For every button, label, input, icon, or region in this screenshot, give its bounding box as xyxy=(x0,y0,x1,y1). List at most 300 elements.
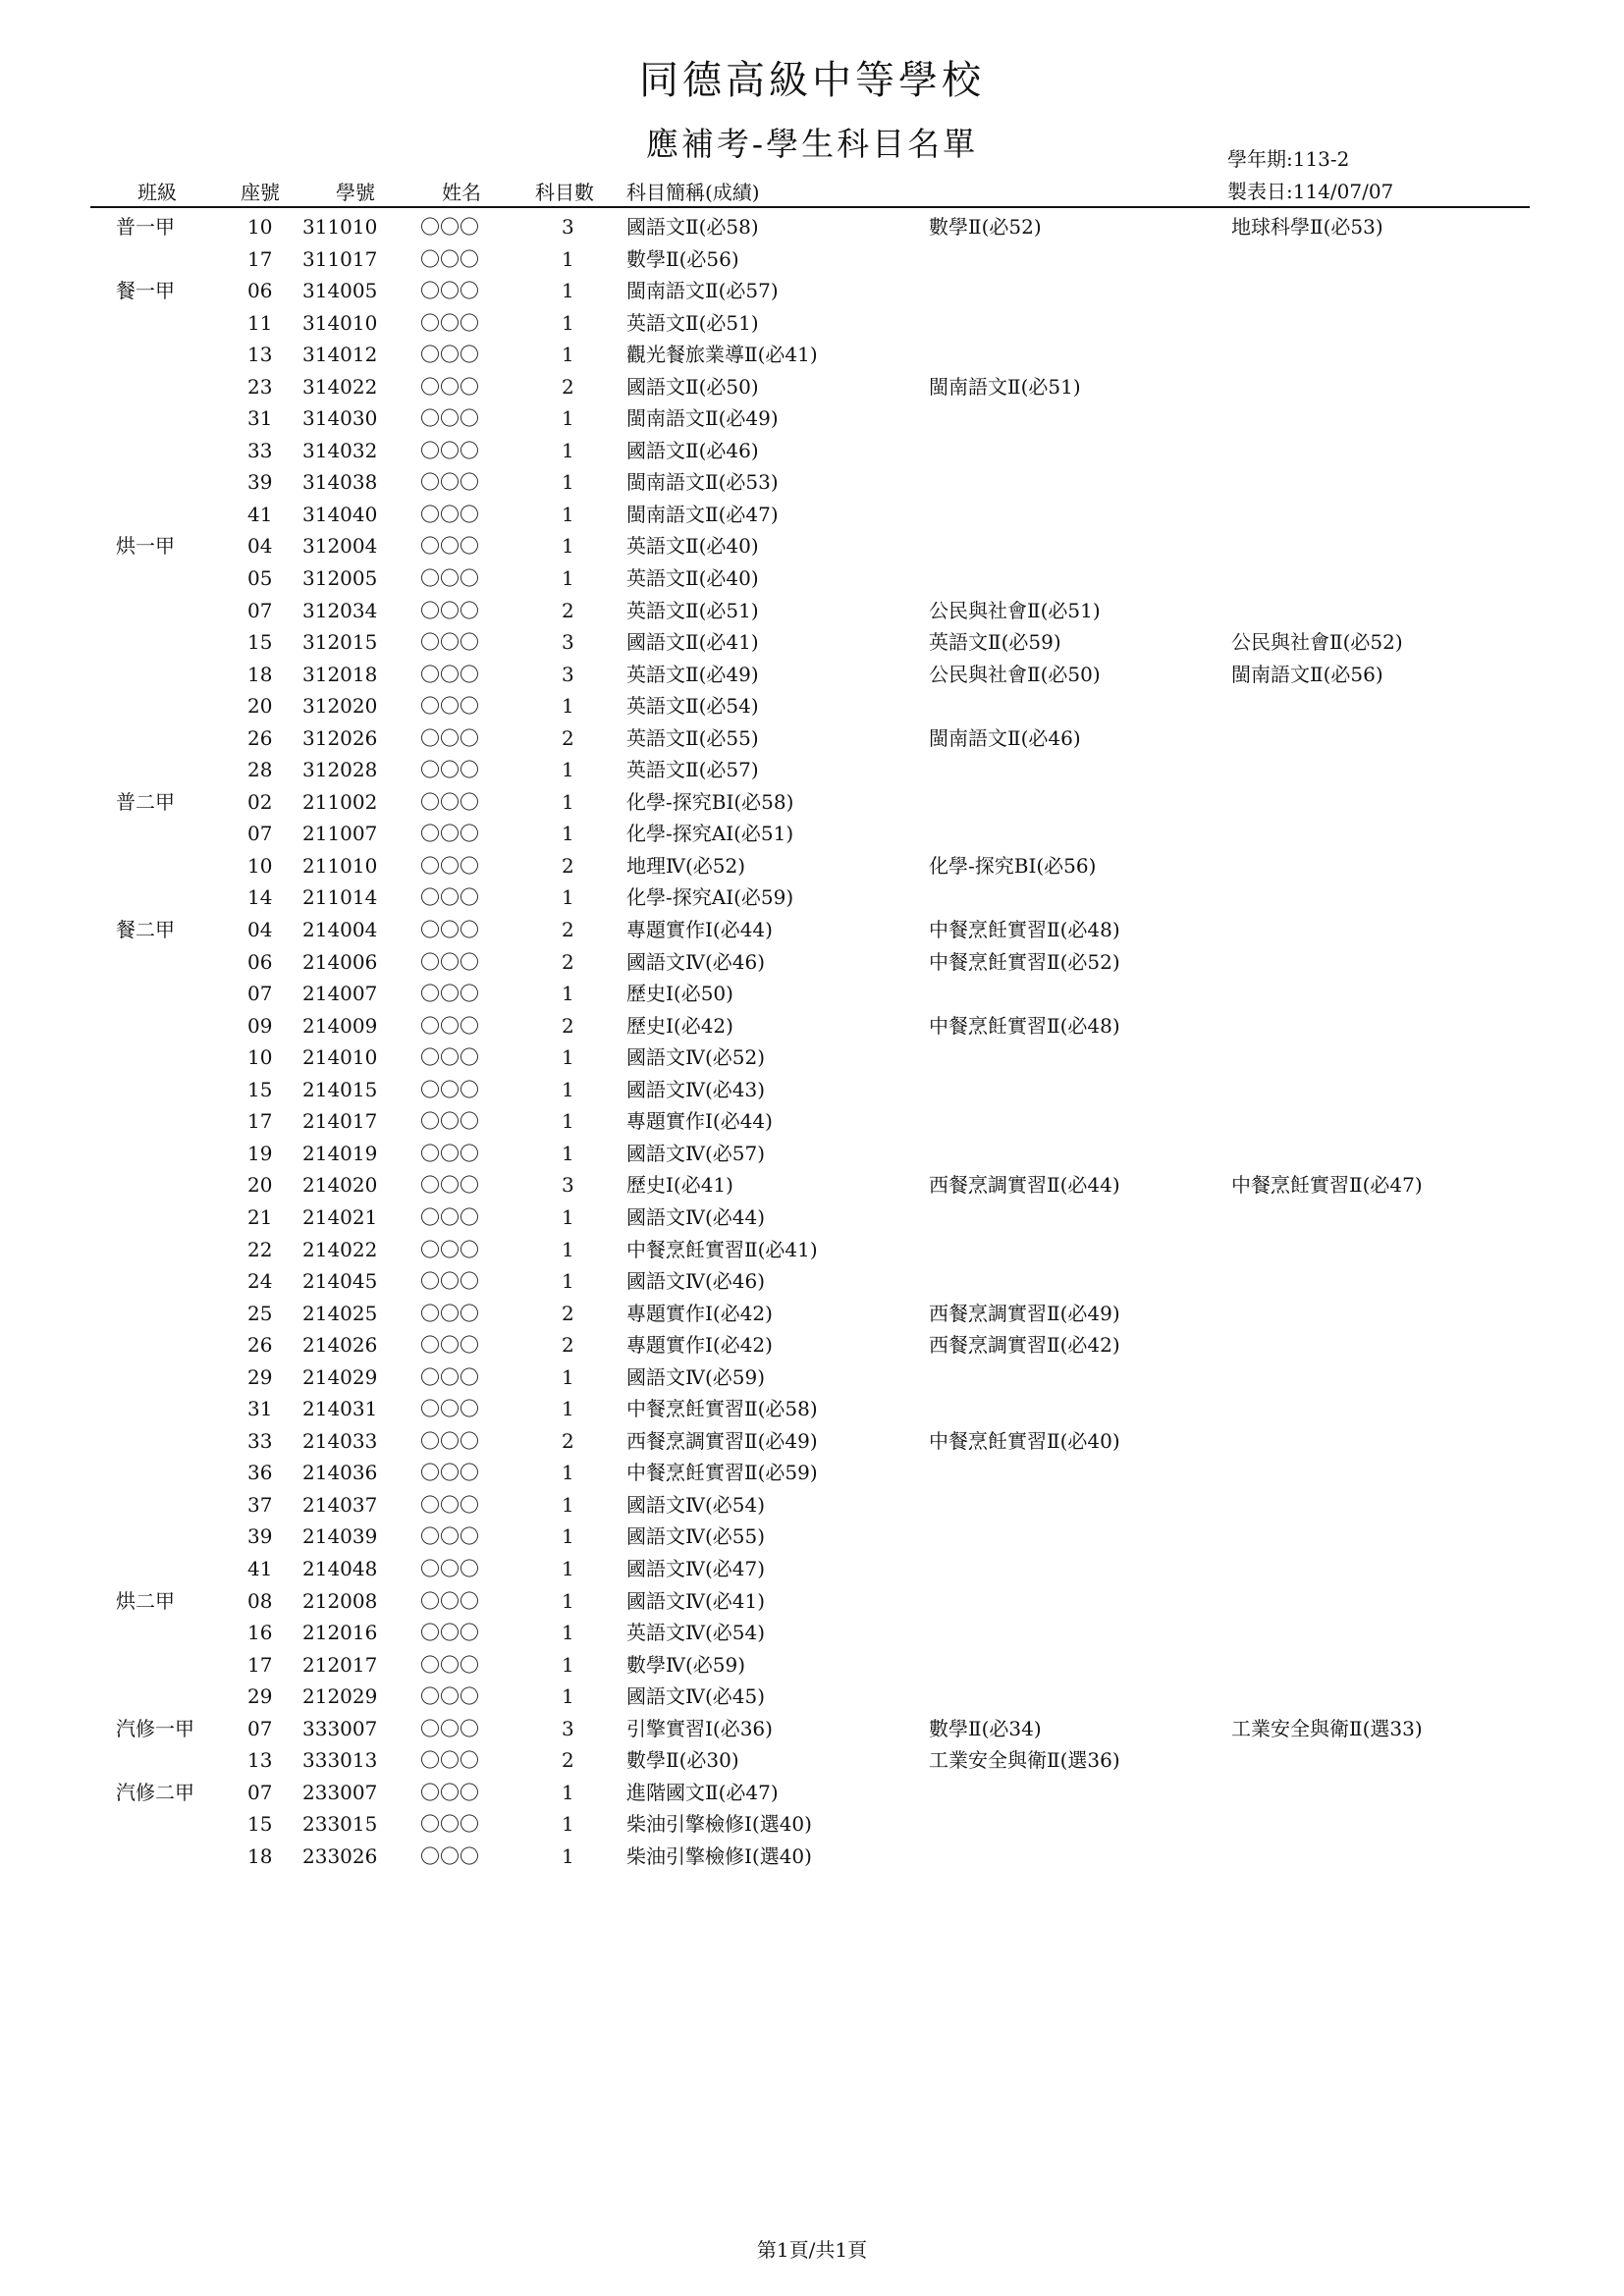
subject-1-cell: 英語文Ⅱ(必49) xyxy=(626,662,759,686)
subject-1-cell: 專題實作Ⅰ(必44) xyxy=(626,918,773,942)
student-id-cell: 312005 xyxy=(302,566,378,591)
subject-1-cell: 國語文Ⅳ(必52) xyxy=(626,1045,766,1070)
seat-cell: 06 xyxy=(247,949,273,974)
seat-cell: 41 xyxy=(247,1556,273,1580)
student-id-cell: 333013 xyxy=(302,1748,378,1773)
seat-cell: 20 xyxy=(247,694,273,719)
subject-2-cell: 工業安全與衛Ⅱ(選36) xyxy=(929,1748,1120,1773)
seat-cell: 25 xyxy=(247,1301,273,1325)
subject-2-cell: 中餐烹飪實習Ⅱ(必52) xyxy=(929,949,1120,974)
table-row xyxy=(0,978,1624,1010)
seat-cell: 06 xyxy=(247,279,273,303)
name-cell: 〇〇〇 xyxy=(420,1621,479,1645)
subject-2-cell: 中餐烹飪實習Ⅱ(必48) xyxy=(929,918,1120,942)
subject-count-cell: 1 xyxy=(562,1843,574,1868)
table-row xyxy=(0,402,1624,435)
subject-1-cell: 英語文Ⅱ(必55) xyxy=(626,725,759,750)
table-row xyxy=(0,946,1624,979)
student-id-cell: 233015 xyxy=(302,1812,378,1837)
subject-count-cell: 2 xyxy=(562,1333,574,1358)
name-cell: 〇〇〇 xyxy=(420,1364,479,1389)
name-cell: 〇〇〇 xyxy=(420,1461,479,1485)
school-name: 同德高級中等學校 xyxy=(639,58,985,103)
student-id-cell: 211010 xyxy=(302,853,378,878)
subject-count-cell: 2 xyxy=(562,853,574,878)
table-row xyxy=(0,435,1624,467)
subject-count-cell: 1 xyxy=(562,343,574,367)
subject-2-cell: 公民與社會Ⅱ(必50) xyxy=(929,662,1101,686)
subject-2-cell: 公民與社會Ⅱ(必51) xyxy=(929,598,1101,622)
student-id-cell: 214048 xyxy=(302,1556,378,1580)
name-cell: 〇〇〇 xyxy=(420,1077,479,1101)
student-id-cell: 312018 xyxy=(302,662,378,686)
subject-1-cell: 化學-探究AⅠ(必59) xyxy=(626,885,794,910)
name-cell: 〇〇〇 xyxy=(420,1812,479,1837)
subject-1-cell: 閩南語文Ⅱ(必57) xyxy=(626,279,779,303)
seat-cell: 13 xyxy=(247,1748,273,1773)
student-id-cell: 214004 xyxy=(302,918,378,942)
table-row xyxy=(0,1010,1624,1042)
subject-count-cell: 2 xyxy=(562,1301,574,1325)
subject-1-cell: 引擎實習Ⅰ(必36) xyxy=(626,1716,773,1740)
student-id-cell: 311017 xyxy=(302,246,378,271)
subject-1-cell: 國語文Ⅳ(必47) xyxy=(626,1556,766,1580)
student-id-cell: 214036 xyxy=(302,1461,378,1485)
seat-cell: 14 xyxy=(247,885,273,910)
subject-count-cell: 1 xyxy=(562,789,574,814)
table-row xyxy=(0,754,1624,786)
subject-count-cell: 2 xyxy=(562,918,574,942)
seat-cell: 16 xyxy=(247,1621,273,1645)
student-id-cell: 214029 xyxy=(302,1364,378,1389)
subject-3-cell: 中餐烹飪實習Ⅱ(必47) xyxy=(1231,1173,1423,1198)
seat-cell: 02 xyxy=(247,789,273,814)
table-row xyxy=(0,1521,1624,1553)
name-cell: 〇〇〇 xyxy=(420,630,479,655)
subject-1-cell: 專題實作Ⅰ(必42) xyxy=(626,1301,773,1325)
header-seat: 座號 xyxy=(241,181,280,204)
subject-1-cell: 英語文Ⅳ(必54) xyxy=(626,1621,766,1645)
subject-count-cell: 2 xyxy=(562,725,574,750)
table-row xyxy=(0,1234,1624,1266)
table-row xyxy=(0,530,1624,562)
subject-1-cell: 中餐烹飪實習Ⅱ(必58) xyxy=(626,1397,818,1421)
table-row xyxy=(0,722,1624,755)
table-row xyxy=(0,1585,1624,1618)
subject-1-cell: 閩南語文Ⅱ(必47) xyxy=(626,502,779,526)
header-student-id: 學號 xyxy=(336,181,375,204)
report-title: 應補考-學生科目名單 xyxy=(645,125,979,163)
subject-count-cell: 1 xyxy=(562,566,574,591)
name-cell: 〇〇〇 xyxy=(420,1237,479,1261)
subject-1-cell: 化學-探究BⅠ(必58) xyxy=(626,789,794,814)
name-cell: 〇〇〇 xyxy=(420,1716,479,1740)
subject-1-cell: 國語文Ⅳ(必46) xyxy=(626,1269,766,1294)
subject-2-cell: 中餐烹飪實習Ⅱ(必40) xyxy=(929,1428,1120,1453)
subject-count-cell: 1 xyxy=(562,470,574,495)
name-cell: 〇〇〇 xyxy=(420,1492,479,1517)
table-row xyxy=(0,1074,1624,1106)
name-cell: 〇〇〇 xyxy=(420,566,479,591)
name-cell: 〇〇〇 xyxy=(420,1109,479,1134)
subject-2-cell: 閩南語文Ⅱ(必46) xyxy=(929,725,1081,750)
student-id-cell: 211007 xyxy=(302,822,378,846)
subject-1-cell: 國語文Ⅳ(必44) xyxy=(626,1204,766,1229)
table-row xyxy=(0,275,1624,307)
seat-cell: 18 xyxy=(247,662,273,686)
name-cell: 〇〇〇 xyxy=(420,1652,479,1677)
student-id-cell: 314030 xyxy=(302,406,378,431)
table-row xyxy=(0,659,1624,691)
seat-cell: 36 xyxy=(247,1461,273,1485)
seat-cell: 23 xyxy=(247,374,273,399)
name-cell: 〇〇〇 xyxy=(420,789,479,814)
subject-count-cell: 2 xyxy=(562,374,574,399)
name-cell: 〇〇〇 xyxy=(420,1428,479,1453)
name-cell: 〇〇〇 xyxy=(420,1269,479,1294)
name-cell: 〇〇〇 xyxy=(420,725,479,750)
subject-1-cell: 化學-探究AⅠ(必51) xyxy=(626,822,794,846)
subject-1-cell: 專題實作Ⅰ(必42) xyxy=(626,1333,773,1358)
subject-1-cell: 國語文Ⅱ(必41) xyxy=(626,630,759,655)
subject-3-cell: 工業安全與衛Ⅱ(選33) xyxy=(1231,1716,1423,1740)
name-cell: 〇〇〇 xyxy=(420,1173,479,1198)
header-rule xyxy=(90,206,1530,208)
seat-cell: 31 xyxy=(247,406,273,431)
table-row xyxy=(0,1841,1624,1873)
class-cell: 餐一甲 xyxy=(116,279,175,303)
seat-cell: 19 xyxy=(247,1141,273,1165)
subject-1-cell: 英語文Ⅱ(必40) xyxy=(626,534,759,559)
class-cell: 普一甲 xyxy=(116,215,175,239)
class-cell: 烘一甲 xyxy=(116,534,175,559)
subject-1-cell: 觀光餐旅業導Ⅱ(必41) xyxy=(626,343,818,367)
student-id-cell: 212017 xyxy=(302,1652,378,1677)
table-row xyxy=(0,466,1624,499)
subject-count-cell: 3 xyxy=(562,215,574,239)
seat-cell: 10 xyxy=(247,853,273,878)
name-cell: 〇〇〇 xyxy=(420,1684,479,1709)
student-id-cell: 214022 xyxy=(302,1237,378,1261)
name-cell: 〇〇〇 xyxy=(420,694,479,719)
name-cell: 〇〇〇 xyxy=(420,822,479,846)
table-row xyxy=(0,1713,1624,1745)
subject-count-cell: 1 xyxy=(562,1684,574,1709)
name-cell: 〇〇〇 xyxy=(420,598,479,622)
subject-count-cell: 2 xyxy=(562,1428,574,1453)
subject-1-cell: 英語文Ⅱ(必51) xyxy=(626,598,759,622)
subject-1-cell: 地理Ⅳ(必52) xyxy=(626,853,746,878)
table-row xyxy=(0,499,1624,531)
name-cell: 〇〇〇 xyxy=(420,438,479,462)
table-row xyxy=(0,850,1624,882)
subject-1-cell: 英語文Ⅱ(必54) xyxy=(626,694,759,719)
student-id-cell: 212029 xyxy=(302,1684,378,1709)
seat-cell: 21 xyxy=(247,1204,273,1229)
seat-cell: 41 xyxy=(247,502,273,526)
table-row xyxy=(0,1617,1624,1649)
table-row xyxy=(0,1105,1624,1138)
subject-count-cell: 3 xyxy=(562,1173,574,1198)
seat-cell: 15 xyxy=(247,1812,273,1837)
student-id-cell: 214045 xyxy=(302,1269,378,1294)
table-row xyxy=(0,562,1624,595)
subject-1-cell: 國語文Ⅱ(必46) xyxy=(626,438,759,462)
table-row xyxy=(0,1681,1624,1713)
seat-cell: 29 xyxy=(247,1684,273,1709)
name-cell: 〇〇〇 xyxy=(420,1524,479,1549)
table-row xyxy=(0,307,1624,340)
subject-count-cell: 1 xyxy=(562,1045,574,1070)
student-id-cell: 214031 xyxy=(302,1397,378,1421)
table-row xyxy=(0,1744,1624,1777)
subject-1-cell: 閩南語文Ⅱ(必49) xyxy=(626,406,779,431)
seat-cell: 17 xyxy=(247,246,273,271)
name-cell: 〇〇〇 xyxy=(420,918,479,942)
subject-count-cell: 1 xyxy=(562,502,574,526)
student-id-cell: 312020 xyxy=(302,694,378,719)
subject-count-cell: 1 xyxy=(562,694,574,719)
student-id-cell: 214021 xyxy=(302,1204,378,1229)
seat-cell: 09 xyxy=(247,1013,273,1038)
subject-count-cell: 2 xyxy=(562,949,574,974)
name-cell: 〇〇〇 xyxy=(420,949,479,974)
table-row xyxy=(0,1169,1624,1201)
seat-cell: 13 xyxy=(247,343,273,367)
student-id-cell: 312026 xyxy=(302,725,378,750)
student-id-cell: 211014 xyxy=(302,885,378,910)
subject-1-cell: 歷史Ⅰ(必50) xyxy=(626,982,733,1006)
name-cell: 〇〇〇 xyxy=(420,1843,479,1868)
student-id-cell: 233007 xyxy=(302,1780,378,1804)
seat-cell: 24 xyxy=(247,1269,273,1294)
class-cell: 烘二甲 xyxy=(116,1588,175,1613)
subject-3-cell: 地球科學Ⅱ(必53) xyxy=(1231,215,1383,239)
name-cell: 〇〇〇 xyxy=(420,1013,479,1038)
table-row xyxy=(0,1457,1624,1489)
subject-2-cell: 閩南語文Ⅱ(必51) xyxy=(929,374,1081,399)
subject-1-cell: 國語文Ⅳ(必59) xyxy=(626,1364,766,1389)
subject-count-cell: 1 xyxy=(562,438,574,462)
table-row xyxy=(0,371,1624,403)
student-id-cell: 214010 xyxy=(302,1045,378,1070)
seat-cell: 08 xyxy=(247,1588,273,1613)
student-id-cell: 214019 xyxy=(302,1141,378,1165)
page-footer: 第1頁/共1頁 xyxy=(756,2238,868,2262)
name-cell: 〇〇〇 xyxy=(420,310,479,335)
seat-cell: 18 xyxy=(247,1843,273,1868)
seat-cell: 07 xyxy=(247,1780,273,1804)
table-row xyxy=(0,211,1624,243)
subject-1-cell: 柴油引擎檢修Ⅰ(選40) xyxy=(626,1843,812,1868)
subject-count-cell: 1 xyxy=(562,1077,574,1101)
seat-cell: 26 xyxy=(247,725,273,750)
subject-1-cell: 國語文Ⅳ(必43) xyxy=(626,1077,766,1101)
academic-term: 學年期:113-2 xyxy=(1227,147,1350,171)
table-row xyxy=(0,1138,1624,1170)
subject-count-cell: 1 xyxy=(562,885,574,910)
subject-1-cell: 國語文Ⅱ(必50) xyxy=(626,374,759,399)
table-row xyxy=(0,690,1624,722)
subject-2-cell: 西餐烹調實習Ⅱ(必44) xyxy=(929,1173,1120,1198)
subject-count-cell: 1 xyxy=(562,1621,574,1645)
subject-1-cell: 進階國文Ⅱ(必47) xyxy=(626,1780,779,1804)
subject-count-cell: 1 xyxy=(562,1364,574,1389)
student-id-cell: 214033 xyxy=(302,1428,378,1453)
name-cell: 〇〇〇 xyxy=(420,215,479,239)
seat-cell: 17 xyxy=(247,1652,273,1677)
student-id-cell: 214039 xyxy=(302,1524,378,1549)
subject-count-cell: 2 xyxy=(562,1013,574,1038)
name-cell: 〇〇〇 xyxy=(420,406,479,431)
seat-cell: 37 xyxy=(247,1492,273,1517)
seat-cell: 28 xyxy=(247,758,273,782)
subject-count-cell: 3 xyxy=(562,662,574,686)
subject-count-cell: 1 xyxy=(562,246,574,271)
seat-cell: 39 xyxy=(247,470,273,495)
name-cell: 〇〇〇 xyxy=(420,1204,479,1229)
seat-cell: 15 xyxy=(247,1077,273,1101)
table-row xyxy=(0,1041,1624,1074)
name-cell: 〇〇〇 xyxy=(420,502,479,526)
student-id-cell: 312004 xyxy=(302,534,378,559)
name-cell: 〇〇〇 xyxy=(420,758,479,782)
table-row xyxy=(0,243,1624,276)
table-row xyxy=(0,786,1624,819)
subject-1-cell: 數學Ⅱ(必56) xyxy=(626,246,739,271)
subject-count-cell: 1 xyxy=(562,1780,574,1804)
subject-count-cell: 1 xyxy=(562,1237,574,1261)
student-id-cell: 314010 xyxy=(302,310,378,335)
table-row xyxy=(0,1777,1624,1809)
student-id-cell: 312028 xyxy=(302,758,378,782)
subject-1-cell: 英語文Ⅱ(必57) xyxy=(626,758,759,782)
subject-count-cell: 1 xyxy=(562,406,574,431)
table-row xyxy=(0,1808,1624,1841)
subject-2-cell: 英語文Ⅱ(必59) xyxy=(929,630,1061,655)
subject-count-cell: 2 xyxy=(562,598,574,622)
student-id-cell: 314032 xyxy=(302,438,378,462)
name-cell: 〇〇〇 xyxy=(420,470,479,495)
subject-count-cell: 1 xyxy=(562,1492,574,1517)
table-row xyxy=(0,1265,1624,1298)
subject-count-cell: 3 xyxy=(562,630,574,655)
subject-1-cell: 國語文Ⅱ(必58) xyxy=(626,215,759,239)
name-cell: 〇〇〇 xyxy=(420,662,479,686)
subject-1-cell: 專題實作Ⅰ(必44) xyxy=(626,1109,773,1134)
subject-1-cell: 國語文Ⅳ(必57) xyxy=(626,1141,766,1165)
table-row xyxy=(0,339,1624,371)
name-cell: 〇〇〇 xyxy=(420,1588,479,1613)
subject-count-cell: 1 xyxy=(562,1524,574,1549)
subject-count-cell: 3 xyxy=(562,1716,574,1740)
seat-cell: 26 xyxy=(247,1333,273,1358)
student-id-cell: 233026 xyxy=(302,1843,378,1868)
made-date: 製表日:114/07/07 xyxy=(1227,180,1394,203)
student-id-cell: 314012 xyxy=(302,343,378,367)
table-row xyxy=(0,1393,1624,1425)
subject-1-cell: 柴油引擎檢修Ⅰ(選40) xyxy=(626,1812,812,1837)
table-row xyxy=(0,881,1624,914)
subject-count-cell: 1 xyxy=(562,534,574,559)
class-cell: 普二甲 xyxy=(116,789,175,814)
subject-count-cell: 1 xyxy=(562,1652,574,1677)
name-cell: 〇〇〇 xyxy=(420,279,479,303)
subject-2-cell: 化學-探究BⅠ(必56) xyxy=(929,853,1097,878)
subject-count-cell: 1 xyxy=(562,310,574,335)
subject-count-cell: 1 xyxy=(562,1556,574,1580)
seat-cell: 33 xyxy=(247,438,273,462)
subject-1-cell: 中餐烹飪實習Ⅱ(必59) xyxy=(626,1461,818,1485)
name-cell: 〇〇〇 xyxy=(420,1301,479,1325)
subject-count-cell: 1 xyxy=(562,1141,574,1165)
name-cell: 〇〇〇 xyxy=(420,1748,479,1773)
subject-1-cell: 國語文Ⅳ(必45) xyxy=(626,1684,766,1709)
class-cell: 汽修二甲 xyxy=(116,1780,194,1804)
subject-2-cell: 數學Ⅱ(必52) xyxy=(929,215,1042,239)
seat-cell: 29 xyxy=(247,1364,273,1389)
subject-1-cell: 國語文Ⅳ(必55) xyxy=(626,1524,766,1549)
subject-1-cell: 英語文Ⅱ(必40) xyxy=(626,566,759,591)
student-id-cell: 314038 xyxy=(302,470,378,495)
seat-cell: 10 xyxy=(247,1045,273,1070)
name-cell: 〇〇〇 xyxy=(420,1141,479,1165)
header-class: 班級 xyxy=(137,181,177,204)
subject-1-cell: 數學Ⅱ(必30) xyxy=(626,1748,739,1773)
student-id-cell: 214006 xyxy=(302,949,378,974)
subject-3-cell: 閩南語文Ⅱ(必56) xyxy=(1231,662,1383,686)
name-cell: 〇〇〇 xyxy=(420,1556,479,1580)
subject-2-cell: 中餐烹飪實習Ⅱ(必48) xyxy=(929,1013,1120,1038)
table-row xyxy=(0,1649,1624,1682)
subject-1-cell: 歷史Ⅰ(必41) xyxy=(626,1173,733,1198)
subject-2-cell: 西餐烹調實習Ⅱ(必42) xyxy=(929,1333,1120,1358)
seat-cell: 22 xyxy=(247,1237,273,1261)
table-row xyxy=(0,1298,1624,1330)
student-id-cell: 212016 xyxy=(302,1621,378,1645)
table-row xyxy=(0,914,1624,946)
student-id-cell: 214037 xyxy=(302,1492,378,1517)
subject-count-cell: 1 xyxy=(562,279,574,303)
seat-cell: 07 xyxy=(247,1716,273,1740)
student-id-cell: 314005 xyxy=(302,279,378,303)
name-cell: 〇〇〇 xyxy=(420,246,479,271)
name-cell: 〇〇〇 xyxy=(420,982,479,1006)
seat-cell: 07 xyxy=(247,598,273,622)
subject-3-cell: 公民與社會Ⅱ(必52) xyxy=(1231,630,1403,655)
table-row xyxy=(0,1425,1624,1458)
student-id-cell: 214015 xyxy=(302,1077,378,1101)
seat-cell: 04 xyxy=(247,918,273,942)
seat-cell: 11 xyxy=(247,310,273,335)
seat-cell: 39 xyxy=(247,1524,273,1549)
seat-cell: 17 xyxy=(247,1109,273,1134)
name-cell: 〇〇〇 xyxy=(420,1045,479,1070)
seat-cell: 20 xyxy=(247,1173,273,1198)
header-count: 科目數 xyxy=(535,181,594,204)
student-id-cell: 214026 xyxy=(302,1333,378,1358)
subject-1-cell: 西餐烹調實習Ⅱ(必49) xyxy=(626,1428,818,1453)
subject-count-cell: 1 xyxy=(562,1812,574,1837)
name-cell: 〇〇〇 xyxy=(420,853,479,878)
student-id-cell: 333007 xyxy=(302,1716,378,1740)
student-id-cell: 214007 xyxy=(302,982,378,1006)
subject-1-cell: 國語文Ⅳ(必46) xyxy=(626,949,766,974)
name-cell: 〇〇〇 xyxy=(420,1333,479,1358)
subject-2-cell: 數學Ⅱ(必34) xyxy=(929,1716,1042,1740)
subject-count-cell: 1 xyxy=(562,1109,574,1134)
seat-cell: 07 xyxy=(247,982,273,1006)
